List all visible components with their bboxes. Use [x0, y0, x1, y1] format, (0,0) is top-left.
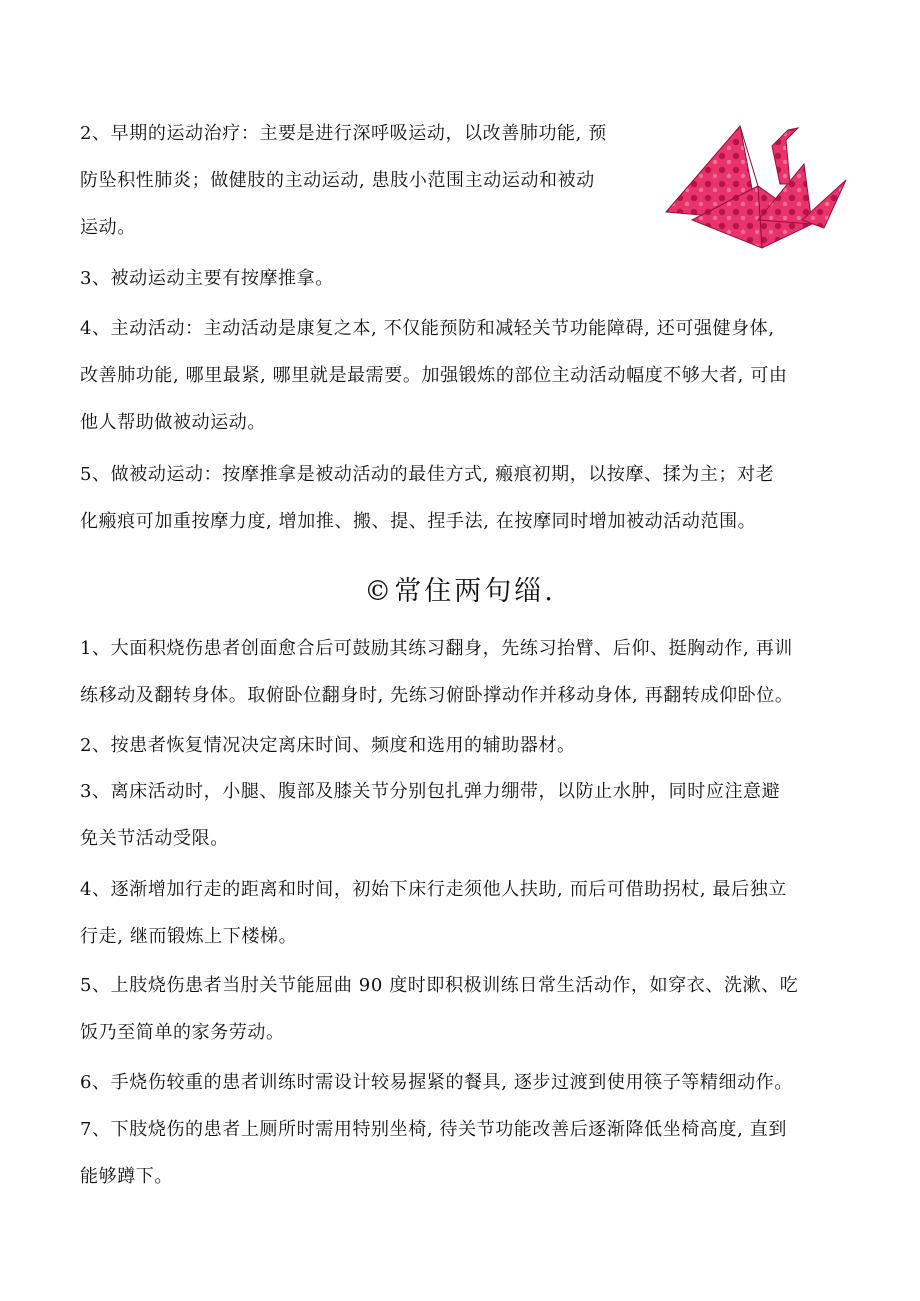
section-heading: ©常住两句缁. — [364, 576, 556, 607]
text-line: 3、被动运动主要有按摩推拿。 — [80, 268, 334, 289]
paragraph-item-2-early-exercise — [80, 110, 607, 251]
paragraph-item-5-upper-limb — [80, 962, 798, 1056]
paragraph-item-4-active-exercise — [80, 305, 788, 446]
text-line: 4、逐渐增加行走的距离和时间，初始下床行走须他人扶助, 而后可借助拐杖, 最后独立 — [80, 879, 787, 900]
text-line: 7、下肢烧伤的患者上厕所时需用特别坐椅, 待关节功能改善后逐渐降低坐椅高度, 直到 — [80, 1119, 787, 1140]
paragraph-item-5-passive-exercise — [80, 451, 774, 545]
paragraph-item-4-walking — [80, 866, 787, 960]
paper-crane-icon — [662, 124, 848, 252]
text-line: 化瘢痕可加重按摩力度, 增加推、搬、提、捏手法, 在按摩同时增加被动活动范围。 — [80, 511, 757, 532]
text-line: 能够蹲下。 — [80, 1166, 173, 1187]
text-line: 饭乃至简单的家务劳动。 — [80, 1022, 285, 1043]
text-line: 他人帮助做被动运动。 — [80, 412, 266, 433]
text-line: 3、离床活动时，小腿、腹部及膝关节分别包扎弹力绷带，以防止水肿，同时应注意避 — [80, 781, 781, 802]
paragraph-item-3-passive-massage — [80, 255, 334, 302]
text-line: 行走, 继而锻炼上下楼梯。 — [80, 926, 298, 947]
text-line: 2、早期的运动治疗：主要是进行深呼吸运动，以改善肺功能, 预 — [80, 123, 607, 144]
text-line: 1、大面积烧伤患者创面愈合后可鼓励其练习翻身，先练习抬臂、后仰、挺胸动作, 再训 — [80, 638, 793, 659]
text-line: 5、做被动运动：按摩推拿是被动活动的最佳方式, 瘢痕初期，以按摩、揉为主；对老 — [80, 464, 775, 485]
paragraph-item-1-turning-over — [80, 625, 793, 719]
paragraph-item-6-hand-burn — [80, 1059, 793, 1106]
text-line: 改善肺功能, 哪里最紧, 哪里就是最需要。加强锻炼的部位主动活动幅度不够大者, 可由 — [80, 365, 788, 386]
text-line: 运动。 — [80, 217, 136, 238]
text-line: 4、主动活动：主动活动是康复之本, 不仅能预防和减轻关节功能障碍, 还可强健身体, — [80, 318, 775, 339]
text-line: 2、按患者恢复情况决定离床时间、频度和选用的辅助器材。 — [80, 735, 576, 756]
text-line: 6、手烧伤较重的患者训练时需设计较易握紧的餐具, 逐步过渡到使用筷子等精细动作。 — [80, 1072, 793, 1093]
text-line: 防坠积性肺炎；做健肢的主动运动, 患肢小范围主动运动和被动 — [80, 170, 595, 191]
text-line: 5、上肢烧伤患者当肘关节能屈曲 90 度时即积极训练日常生活动作，如穿衣、洗漱、吃 — [80, 975, 799, 996]
paragraph-item-7-lower-limb — [80, 1106, 787, 1200]
paragraph-item-2-leaving-bed — [80, 722, 576, 769]
text-line: 练移动及翻转身体。取俯卧位翻身时, 先练习俯卧撑动作并移动身体, 再翻转成仰卧位。 — [80, 685, 794, 706]
text-line: 免关节活动受限。 — [80, 828, 229, 849]
paragraph-item-3-elastic-bandage — [80, 768, 780, 862]
